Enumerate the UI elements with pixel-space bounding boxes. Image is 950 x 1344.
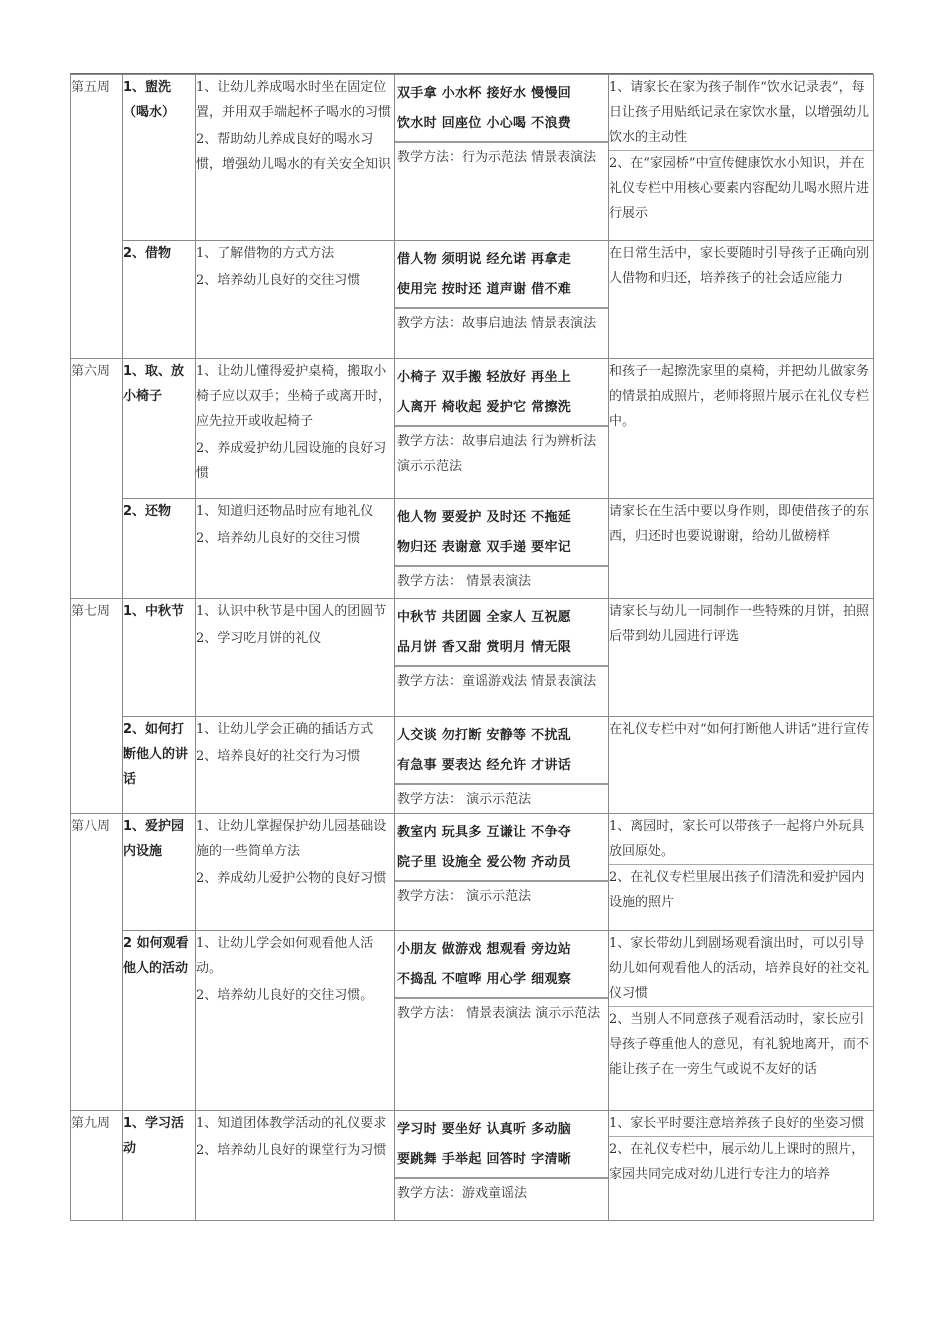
rhyme-line: 教室内 玩具多 互谦让 不争夺 — [397, 825, 572, 840]
parent-cooperation-cell — [609, 717, 874, 814]
parent-tip: 在日常生活中，家长要随时引导孩子正确向别人借物和归还，培养孩子的社会适应能力 — [609, 246, 870, 286]
goal-item: 1、认识中秋节是中国人的团圆节 — [196, 604, 387, 619]
teaching-method: 教学方法： 演示示范法 — [397, 792, 532, 807]
rhyme-line: 有急事 要表达 经允许 才讲话 — [397, 758, 572, 773]
goal-item: 2、培养幼儿良好的交往习惯 — [196, 273, 361, 288]
rhyme-line: 双手拿 小水杯 接好水 慢慢回 — [397, 86, 572, 101]
nursery-rhyme — [395, 717, 608, 785]
table-row — [71, 241, 874, 359]
rhyme-line: 人离开 椅收起 爱护它 常擦洗 — [397, 400, 572, 415]
teaching-method: 教学方法：故事启迪法 情景表演法 — [397, 316, 597, 331]
rhyme-line: 要跳舞 手举起 回答时 字清晰 — [397, 1152, 572, 1167]
parent-tip: 1、家长平时要注意培养孩子良好的坐姿习惯 — [609, 1116, 865, 1131]
content-cell — [395, 75, 609, 241]
nursery-rhyme — [395, 931, 608, 999]
rhyme-line: 品月饼 香又甜 赏明月 情无限 — [397, 640, 572, 655]
week-label: 第九周 — [71, 1111, 123, 1221]
goal-item: 2、帮助幼儿养成良好的喝水习惯，增强幼儿喝水的有关安全知识 — [196, 132, 392, 172]
rhyme-line: 中秋节 共团圆 全家人 互祝愿 — [397, 610, 572, 625]
content-cell — [395, 717, 609, 814]
goals-cell — [196, 359, 395, 499]
goals-cell — [196, 1111, 395, 1221]
topic-title: 2、还物 — [123, 499, 196, 599]
teaching-method: 教学方法：游戏童谣法 — [397, 1186, 528, 1201]
parent-cooperation-cell — [609, 359, 874, 499]
parent-cooperation-cell — [609, 75, 874, 241]
rhyme-line: 人交谈 勿打断 安静等 不扰乱 — [397, 728, 572, 743]
week-label: 第八周 — [71, 814, 123, 1111]
rhyme-line: 小朋友 做游戏 想观看 旁边站 — [397, 942, 572, 957]
goal-item: 2、养成幼儿爱护公物的良好习惯 — [196, 871, 387, 886]
rhyme-line: 借人物 须明说 经允诺 再拿走 — [397, 252, 572, 267]
parent-cooperation-cell — [609, 814, 874, 931]
goal-item: 2、养成爱护幼儿园设施的良好习惯 — [196, 441, 387, 481]
topic-title: 1、爱护园内设施 — [123, 814, 196, 931]
week-label: 第六周 — [71, 359, 123, 599]
parent-cooperation-cell — [609, 499, 874, 599]
content-cell — [395, 499, 609, 599]
parent-cooperation-cell — [609, 599, 874, 717]
table-row — [71, 717, 874, 814]
parent-cooperation-cell — [609, 1111, 874, 1221]
parent-tip: 和孩子一起擦洗家里的桌椅，并把幼儿做家务的情景拍成照片，老师将照片展示在礼仪专栏中。 — [609, 364, 870, 429]
parent-cooperation-cell — [609, 241, 874, 359]
goals-cell — [196, 75, 395, 241]
teaching-method: 教学方法：行为示范法 情景表演法 — [397, 150, 597, 165]
parent-cooperation-cell — [609, 931, 874, 1111]
topic-title: 2 如何观看他人的活动 — [123, 931, 196, 1111]
rhyme-line: 他人物 要爱护 及时还 不拖延 — [397, 510, 572, 525]
parent-tip: 1、请家长在家为孩子制作“饮水记录表”，每日让孩子用贴纸记录在家饮水量，以增强幼儿饮水的主动性 — [609, 80, 870, 145]
table-row — [71, 499, 874, 599]
goal-item: 1、让幼儿掌握保护幼儿园基础设施的一些简单方法 — [196, 819, 387, 859]
goal-item: 2、培养幼儿良好的交往习惯 — [196, 531, 361, 546]
parent-tip: 1、离园时，家长可以带孩子一起将户外玩具放回原处。 — [609, 819, 865, 859]
goal-item: 1、让幼儿学会正确的插话方式 — [196, 722, 374, 737]
parent-tip: 1、家长带幼儿到剧场观看演出时，可以引导幼儿如何观看他人的活动，培养良好的社交礼仪习惯 — [609, 936, 870, 1001]
goals-cell — [196, 717, 395, 814]
nursery-rhyme — [395, 75, 608, 143]
topic-title: 2、如何打断他人的讲话 — [123, 717, 196, 814]
goals-cell — [196, 931, 395, 1111]
table-row — [71, 1111, 874, 1221]
goal-item: 1、让幼儿懂得爱护桌椅，搬取小椅子应以双手；坐椅子或离开时，应先拉开或收起椅子 — [196, 364, 392, 429]
topic-title: 1、中秋节 — [123, 599, 196, 717]
week-label: 第七周 — [71, 599, 123, 814]
goals-cell — [196, 499, 395, 599]
etiquette-plan-table — [70, 74, 874, 1221]
rhyme-line: 学习时 要坐好 认真听 多动脑 — [397, 1122, 572, 1137]
nursery-rhyme — [395, 599, 608, 667]
rhyme-line: 院子里 设施全 爱公物 齐动员 — [397, 855, 572, 870]
parent-tip: 2、在礼仪专栏里展出孩子们清洗和爱护园内设施的照片 — [609, 864, 873, 915]
etiquette-plan-sheet — [70, 74, 873, 1221]
plan-table-body — [71, 75, 874, 1221]
content-cell — [395, 359, 609, 499]
goal-item: 2、培养幼儿良好的课堂行为习惯 — [196, 1143, 387, 1158]
parent-tip: 2、当别人不同意孩子观看活动时，家长应引导孩子尊重他人的意见，有礼貌地离开，而不能让孩子在一旁生气或说不友好的话 — [609, 1006, 873, 1082]
table-row — [71, 75, 874, 241]
parent-tip: 2、在“家园桥”中宣传健康饮水小知识，并在礼仪专栏中用核心要素内容配幼儿喝水照片进行展示 — [609, 150, 873, 226]
nursery-rhyme — [395, 241, 608, 309]
goals-cell — [196, 599, 395, 717]
rhyme-line: 小椅子 双手搬 轻放好 再坐上 — [397, 370, 572, 385]
table-row — [71, 359, 874, 499]
rhyme-line: 不捣乱 不喧哗 用心学 细观察 — [397, 972, 572, 987]
topic-title: 1、取、放小椅子 — [123, 359, 196, 499]
nursery-rhyme — [395, 814, 608, 882]
topic-title: 2、借物 — [123, 241, 196, 359]
topic-title: 1、学习活动 — [123, 1111, 196, 1221]
content-cell — [395, 1111, 609, 1221]
goal-item: 2、培养幼儿良好的交往习惯。 — [196, 988, 374, 1003]
teaching-method: 教学方法：童谣游戏法 情景表演法 — [397, 674, 597, 689]
nursery-rhyme — [395, 359, 608, 427]
teaching-method: 教学方法： 情景表演法 演示示范法 — [397, 1006, 601, 1021]
rhyme-line: 饮水时 回座位 小心喝 不浪费 — [397, 116, 572, 131]
parent-tip: 2、在礼仪专栏中，展示幼儿上课时的照片，家园共同完成对幼儿进行专注力的培养 — [609, 1136, 873, 1187]
week-label: 第五周 — [71, 75, 123, 359]
topic-title: 1、盥洗（喝水） — [123, 75, 196, 241]
rhyme-line: 使用完 按时还 道声谢 借不难 — [397, 282, 572, 297]
goal-item: 2、培养良好的社交行为习惯 — [196, 749, 361, 764]
goal-item: 1、了解借物的方式方法 — [196, 246, 335, 261]
goal-item: 1、知道归还物品时应有地礼仪 — [196, 504, 374, 519]
goals-cell — [196, 241, 395, 359]
parent-tip: 请家长在生活中要以身作则，即使借孩子的东西，归还时也要说谢谢，给幼儿做榜样 — [609, 504, 870, 544]
teaching-method: 教学方法： 演示示范法 — [397, 889, 532, 904]
nursery-rhyme — [395, 499, 608, 567]
goal-item: 2、学习吃月饼的礼仪 — [196, 631, 322, 646]
content-cell — [395, 241, 609, 359]
table-row — [71, 599, 874, 717]
content-cell — [395, 931, 609, 1111]
goal-item: 1、知道团体教学活动的礼仪要求 — [196, 1116, 387, 1131]
content-cell — [395, 814, 609, 931]
teaching-method: 教学方法： 情景表演法 — [397, 574, 532, 589]
content-cell — [395, 599, 609, 717]
goals-cell — [196, 814, 395, 931]
teaching-method: 教学方法：故事启迪法 行为辨析法 演示示范法 — [397, 434, 597, 474]
nursery-rhyme — [395, 1111, 608, 1179]
parent-tip: 请家长与幼儿一同制作一些特殊的月饼，拍照后带到幼儿园进行评选 — [609, 604, 870, 644]
goal-item: 1、让幼儿养成喝水时坐在固定位置，并用双手端起杯子喝水的习惯 — [196, 80, 392, 120]
goal-item: 1、让幼儿学会如何观看他人活动。 — [196, 936, 374, 976]
parent-tip: 在礼仪专栏中对“如何打断他人讲话”进行宣传 — [609, 722, 870, 737]
rhyme-line: 物归还 表谢意 双手递 要牢记 — [397, 540, 572, 555]
table-row — [71, 931, 874, 1111]
table-row — [71, 814, 874, 931]
